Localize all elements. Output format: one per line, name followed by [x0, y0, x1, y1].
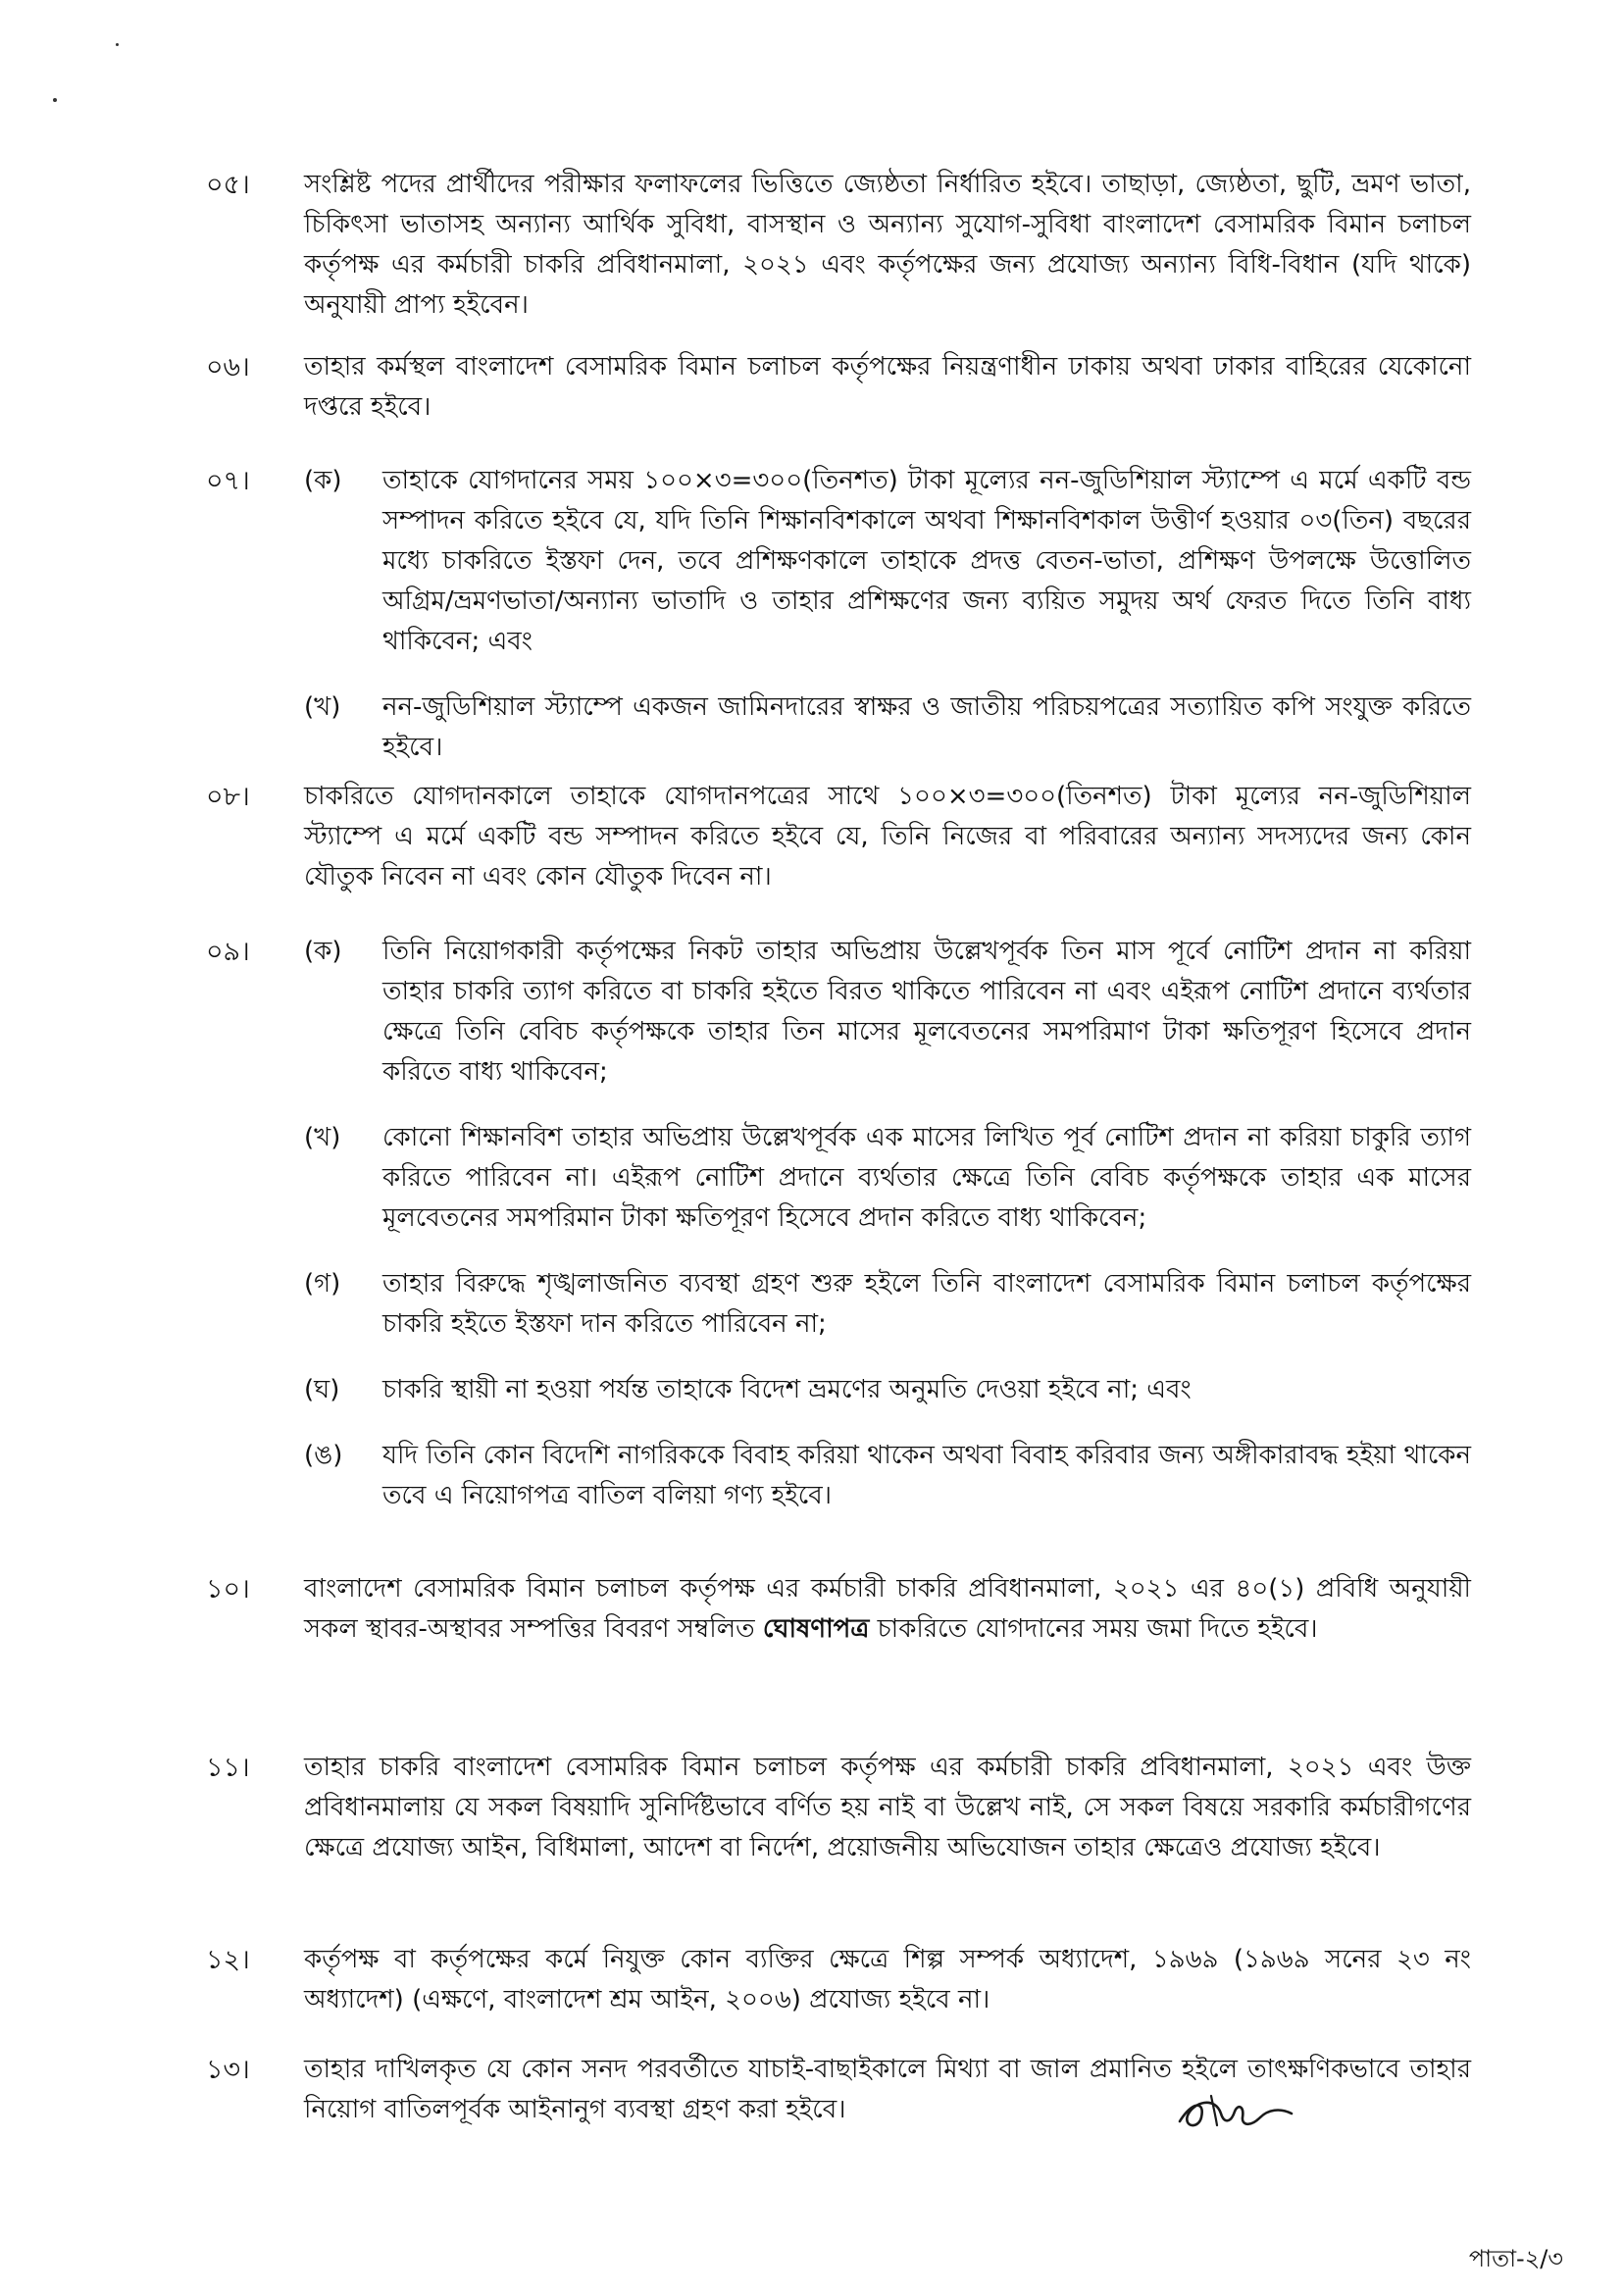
subclause-label: (খ)	[304, 692, 341, 722]
clause-08	[206, 777, 1471, 897]
clause-number: ১২।	[206, 1945, 250, 1975]
subclause-kha	[304, 688, 1471, 768]
subclause-ka	[304, 932, 1471, 1093]
subclause-text: চাকরি স্থায়ী না হওয়া পর্যন্ত তাহাকে বিদেশ ভ্রমণের অনুমতি দেওয়া হইবে না; এবং	[382, 1375, 1192, 1404]
clause-05	[206, 165, 1471, 326]
clause-subitems	[304, 461, 1471, 768]
clause-number: ০৮।	[206, 782, 250, 812]
clause-text	[304, 1569, 1471, 1650]
subclause-text: তাহার বিরুদ্ধে শৃঙ্খলাজনিত ব্যবস্থা গ্রহণ শুরু হইলে তিনি বাংলাদেশ বেসামরিক বিমান চলাচল কর্তৃপক্ষের চাকরি হইতে ইস্তফা দান করিতে পারিবেন না;	[382, 1269, 1471, 1339]
clause-text: কর্তৃপক্ষ বা কর্তৃপক্ষের কর্মে নিযুক্ত কোন ব্যক্তির ক্ষেত্রে শিল্প সম্পর্ক অধ্যাদেশ, ১৯৬৯ (১৯৬৯ সনের ২৩ নং অধ্যাদেশ) (এক্ষণে, বাংলাদেশ শ্রম আইন, ২০০৬) প্রযোজ্য হইবে না।	[304, 1945, 1471, 2014]
subclause-text: কোনো শিক্ষানবিশ তাহার অভিপ্রায় উল্লেখপূর্বক এক মাসের লিখিত পূর্ব নোটিশ প্রদান না করিয়া চাকুরি ত্যাগ করিতে পারিবেন না। এইরূপ নোটিশ প্রদানে ব্যর্থতার ক্ষেত্রে তিনি বেবিচ কর্তৃপক্ষকে তাহার এক মাসের মূলবেতনের সমপরিমান টাকা ক্ষতিপূরণ হিসেবে প্রদান করিতে বাধ্য থাকিবেন;	[382, 1123, 1471, 1233]
declaration-keyword: ঘোষণাপত্র	[762, 1614, 870, 1644]
subclause-label: (ক)	[304, 466, 342, 495]
subclause-label: (গ)	[304, 1269, 341, 1299]
clause-12	[206, 1940, 1471, 2020]
clause-text-part: বাংলাদেশ বেসামরিক বিমান চলাচল কর্তৃপক্ষ এর কর্মচারী চাকরি প্রবিধানমালা, ২০২১ এর ৪০(১) প্রবিধি অনুযায়ী সকল স্থাবর-অস্থাবর সম্পত্তির বিবরণ সম্বলিত	[304, 1574, 1471, 1644]
scan-speck	[116, 43, 119, 46]
subclause-text: তাহাকে যোগদানের সময় ১০০×৩=৩০০(তিনশত) টাকা মূল্যের নন-জুডিশিয়াল স্ট্যাম্পে এ মর্মে একটি বন্ড সম্পাদন করিতে হইবে যে, যদি তিনি শিক্ষানবিশকালে অথবা শিক্ষানবিশকাল উত্তীর্ণ হওয়ার ০৩(তিন) বছরের মধ্যে চাকরিতে ইস্তফা দেন, তবে প্রশিক্ষণকালে তাহাকে প্রদত্ত বেতন-ভাতা, প্রশিক্ষণ উপলক্ষে উত্তোলিত অগ্রিম/ভ্রমণভাতা/অন্যান্য ভাতাদি ও তাহার প্রশিক্ষণের জন্য ব্যয়িত সমুদয় অর্থ ফেরত দিতে তিনি বাধ্য থাকিবেন; এবং	[382, 466, 1471, 656]
clause-text: চাকরিতে যোগদানকালে তাহাকে যোগদানপত্রের সাথে ১০০×৩=৩০০(তিনশত) টাকা মূল্যের নন-জুডিশিয়াল স্ট্যাম্পে এ মর্মে একটি বন্ড সম্পাদন করিতে হইবে যে, তিনি নিজের বা পরিবারের অন্যান্য সদস্যদের জন্য কোন যৌতুক নিবেন না এবং কোন যৌতুক দিবেন না।	[304, 782, 1471, 892]
scan-speck	[53, 98, 57, 102]
subclause-label: (খ)	[304, 1123, 341, 1152]
subclause-label: (ক)	[304, 937, 342, 966]
clause-11	[206, 1748, 1471, 1868]
subclause-text: তিনি নিয়োগকারী কর্তৃপক্ষের নিকট তাহার অভিপ্রায় উল্লেখপূর্বক তিন মাস পূর্বে নোটিশ প্রদান না করিয়া তাহার চাকরি ত্যাগ করিতে বা চাকরি হইতে বিরত থাকিতে পারিবেন না এবং এইরূপ নোটিশ প্রদানে ব্যর্থতার ক্ষেত্রে তিনি বেবিচ কর্তৃপক্ষকে তাহার তিন মাসের মূলবেতনের সমপরিমাণ টাকা ক্ষতিপূরণ হিসেবে প্রদান করিতে বাধ্য থাকিবেন;	[382, 937, 1471, 1087]
clause-text: তাহার দাখিলকৃত যে কোন সনদ পরবর্তীতে যাচাই-বাছাইকালে মিথ্যা বা জাল প্রমানিত হইলে তাৎক্ষণিকভাবে তাহার নিয়োগ বাতিলপূর্বক আইনানুগ ব্যবস্থা গ্রহণ করা হইবে।	[304, 2055, 1471, 2124]
clause-subitems	[304, 932, 1471, 1516]
clause-text: সংশ্লিষ্ট পদের প্রার্থীদের পরীক্ষার ফলাফলের ভিত্তিতে জ্যেষ্ঠতা নির্ধারিত হইবে। তাছাড়া, জ্যেষ্ঠতা, ছুটি, ভ্রমণ ভাতা, চিকিৎসা ভাতাসহ অন্যান্য আর্থিক সুবিধা, বাসস্থান ও অন্যান্য সুযোগ-সুবিধা বাংলাদেশ বেসামরিক বিমান চলাচল কর্তৃপক্ষ এর কর্মচারী চাকরি প্রবিধানমালা, ২০২১ এবং কর্তৃপক্ষের জন্য প্রযোজ্য অন্যান্য বিধি-বিধান (যদি থাকে) অনুযায়ী প্রাপ্য হইবেন।	[304, 170, 1471, 320]
clause-06	[206, 347, 1471, 428]
clause-text-part: চাকরিতে যোগদানের সময় জমা দিতে হইবে।	[877, 1614, 1318, 1644]
clause-07	[206, 461, 1471, 768]
subclause-uma	[304, 1436, 1471, 1516]
subclause-kha	[304, 1118, 1471, 1239]
subclause-ka	[304, 461, 1471, 662]
clause-text: তাহার চাকরি বাংলাদেশ বেসামরিক বিমান চলাচল কর্তৃপক্ষ এর কর্মচারী চাকরি প্রবিধানমালা, ২০২১ এবং উক্ত প্রবিধানমালায় যে সকল বিষয়াদি সুনির্দিষ্টভাবে বর্ণিত হয় নাই বা উল্লেখ নাই, সে সকল বিষয়ে সরকারি কর্মচারীগণের ক্ষেত্রে প্রযোজ্য আইন, বিধিমালা, আদেশ বা নির্দেশ, প্রয়োজনীয় অভিযোজন তাহার ক্ষেত্রেও প্রযোজ্য হইবে।	[304, 1753, 1471, 1862]
signature-icon	[1172, 2084, 1319, 2143]
clause-10	[206, 1569, 1471, 1650]
subclause-text: নন-জুডিশিয়াল স্ট্যাম্পে একজন জামিনদারের স্বাক্ষর ও জাতীয় পরিচয়পত্রের সত্যায়িত কপি সংযুক্ত করিতে হইবে।	[382, 692, 1471, 762]
subclause-gha	[304, 1370, 1471, 1410]
clause-number: ১০।	[206, 1574, 250, 1605]
clause-number: ১৩।	[206, 2055, 250, 2085]
clause-number: ০৭।	[206, 466, 250, 496]
clause-number: ০৯।	[206, 937, 250, 967]
clause-09	[206, 932, 1471, 1516]
subclause-ga	[304, 1264, 1471, 1345]
clause-number: ১১।	[206, 1753, 250, 1783]
clause-text: তাহার কর্মস্থল বাংলাদেশ বেসামরিক বিমান চলাচল কর্তৃপক্ষের নিয়ন্ত্রণাধীন ঢাকায় অথবা ঢাকার বাহিরের যেকোনো দপ্তরে হইবে।	[304, 352, 1471, 422]
subclause-label: (ঙ)	[304, 1441, 343, 1470]
subclause-label: (ঘ)	[304, 1375, 340, 1404]
clause-number: ০৬।	[206, 352, 250, 382]
subclause-text: যদি তিনি কোন বিদেশি নাগরিককে বিবাহ করিয়া থাকেন অথবা বিবাহ করিবার জন্য অঙ্গীকারাবদ্ধ হইয়া থাকেন তবে এ নিয়োগপত্র বাতিল বলিয়া গণ্য হইবে।	[382, 1441, 1471, 1510]
clause-number: ০৫।	[206, 170, 250, 200]
page-number: পাতা-২/৩	[1468, 2245, 1563, 2272]
